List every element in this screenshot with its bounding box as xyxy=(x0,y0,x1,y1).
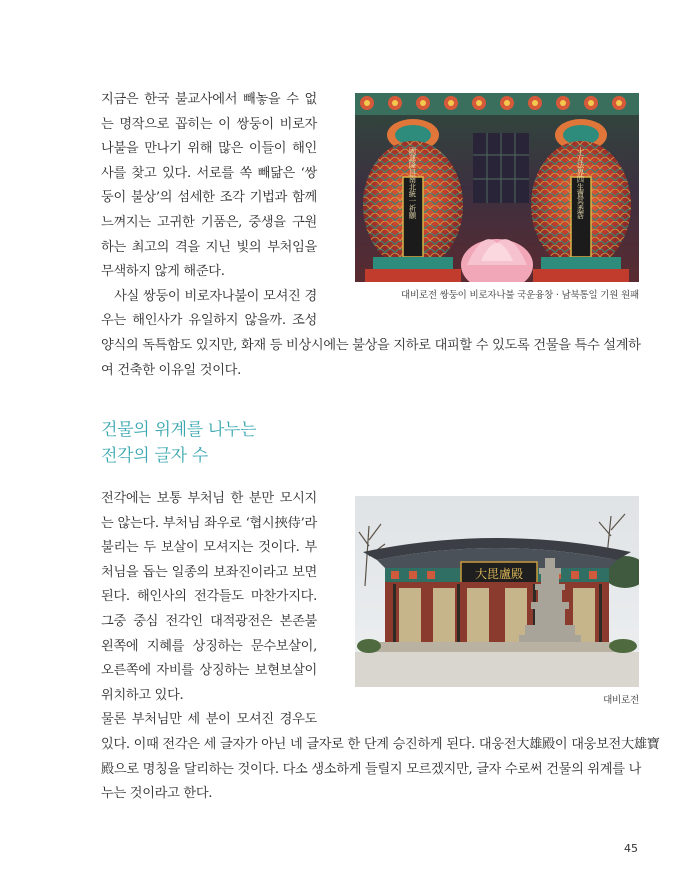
text-line: 위치하고 있다. xyxy=(101,687,184,703)
heading-line-1: 건물의 위계를 나누는 xyxy=(101,420,257,440)
text-line: 오른쪽에 자비를 상징하는 보현보살이 xyxy=(101,663,317,679)
text-line: 는 않는다. 부처님 좌우로 ‘협시挾侍’라 xyxy=(101,515,317,531)
text-line: 불리는 두 보살이 모셔지는 것이다. 부 xyxy=(101,540,317,556)
text-line: 사실 쌍둥이 비로자나불이 모셔진 경 xyxy=(101,288,317,304)
text-line: 는 명작으로 꼽히는 이 쌍둥이 비로자 xyxy=(101,116,317,132)
text-line: 무색하지 않게 해준다. xyxy=(101,264,225,280)
text-line: 누는 것이라고 한다. xyxy=(101,786,213,802)
text-line: 여 건축한 이유일 것이다. xyxy=(101,362,241,378)
text-line: 지금은 한국 불교사에서 빼놓을 수 없 xyxy=(101,92,317,107)
text-line: 왼쪽에 지혜를 상징하는 문수보살이, xyxy=(101,638,317,654)
text-line: 우는 해인사가 유일하지 않을까. 조성 xyxy=(101,313,317,329)
daebirojeon-hall-photo xyxy=(355,496,639,687)
text-line: 나불을 만나기 위해 많은 이들이 해인 xyxy=(101,141,317,157)
section2-wrapped-text xyxy=(101,487,317,733)
text-line: 양식의 독특함도 있지만, 화재 등 비상시에는 불상을 지하로 대피할 수 있도록 건물을 특수 설계하 xyxy=(101,338,641,353)
text-line: 있다. 이때 전각은 세 글자가 아닌 네 글자로 한 단계 승진하게 된다. 대웅전大雄殿이 대웅보전大雄寶 xyxy=(101,737,660,752)
altar-illustration xyxy=(355,93,639,282)
text-line: 된다. 해인사의 전각들도 마찬가지다. xyxy=(101,589,317,605)
section-heading xyxy=(101,417,256,469)
section1-full-text xyxy=(101,334,639,383)
page-number: 45 xyxy=(624,842,638,855)
text-line: 물론 부처님만 세 분이 모셔진 경우도 xyxy=(101,712,317,728)
section2-full-text xyxy=(101,733,660,807)
hall-illustration xyxy=(355,496,639,687)
section1-wrapped-text xyxy=(101,88,317,334)
text-line: 殿으로 명칭을 달리하는 것이다. 다소 생소하게 들릴지 모르겠지만, 글자 수로써 건물의 위계를 나 xyxy=(101,761,642,777)
text-line: 하는 최고의 격을 지닌 빛의 부처임을 xyxy=(101,239,317,255)
hall-signboard-text: 大毘盧殿 xyxy=(474,567,524,581)
text-line: 둥이 불상’의 섬세한 조각 기법과 함께 xyxy=(101,190,317,206)
right-tablet-text: 十方法界四生寶冥悉霑 xyxy=(576,147,586,219)
left-tablet-text: 國運隆昌南北統一祈願 xyxy=(408,147,418,219)
photo2-caption: 대비로전 xyxy=(603,695,639,706)
text-line: 처님을 돕는 일종의 보좌진이라고 보면 xyxy=(101,564,317,580)
text-line: 느껴지는 고귀한 기품은, 중생을 구원 xyxy=(101,214,317,230)
photo1-caption: 대비로전 쌍둥이 비로자나불 국운융창 · 남북통일 기원 원패 xyxy=(400,290,639,301)
heading-line-2: 전각의 글자 수 xyxy=(101,446,208,466)
text-line: 전각에는 보통 부처님 한 분만 모시지 xyxy=(101,491,317,506)
twin-buddha-altar-photo xyxy=(355,93,639,282)
text-line: 사를 찾고 있다. 서로를 쏙 빼닮은 ‘쌍 xyxy=(101,165,317,181)
text-line: 그중 중심 전각인 대적광전은 본존불 xyxy=(101,613,317,629)
